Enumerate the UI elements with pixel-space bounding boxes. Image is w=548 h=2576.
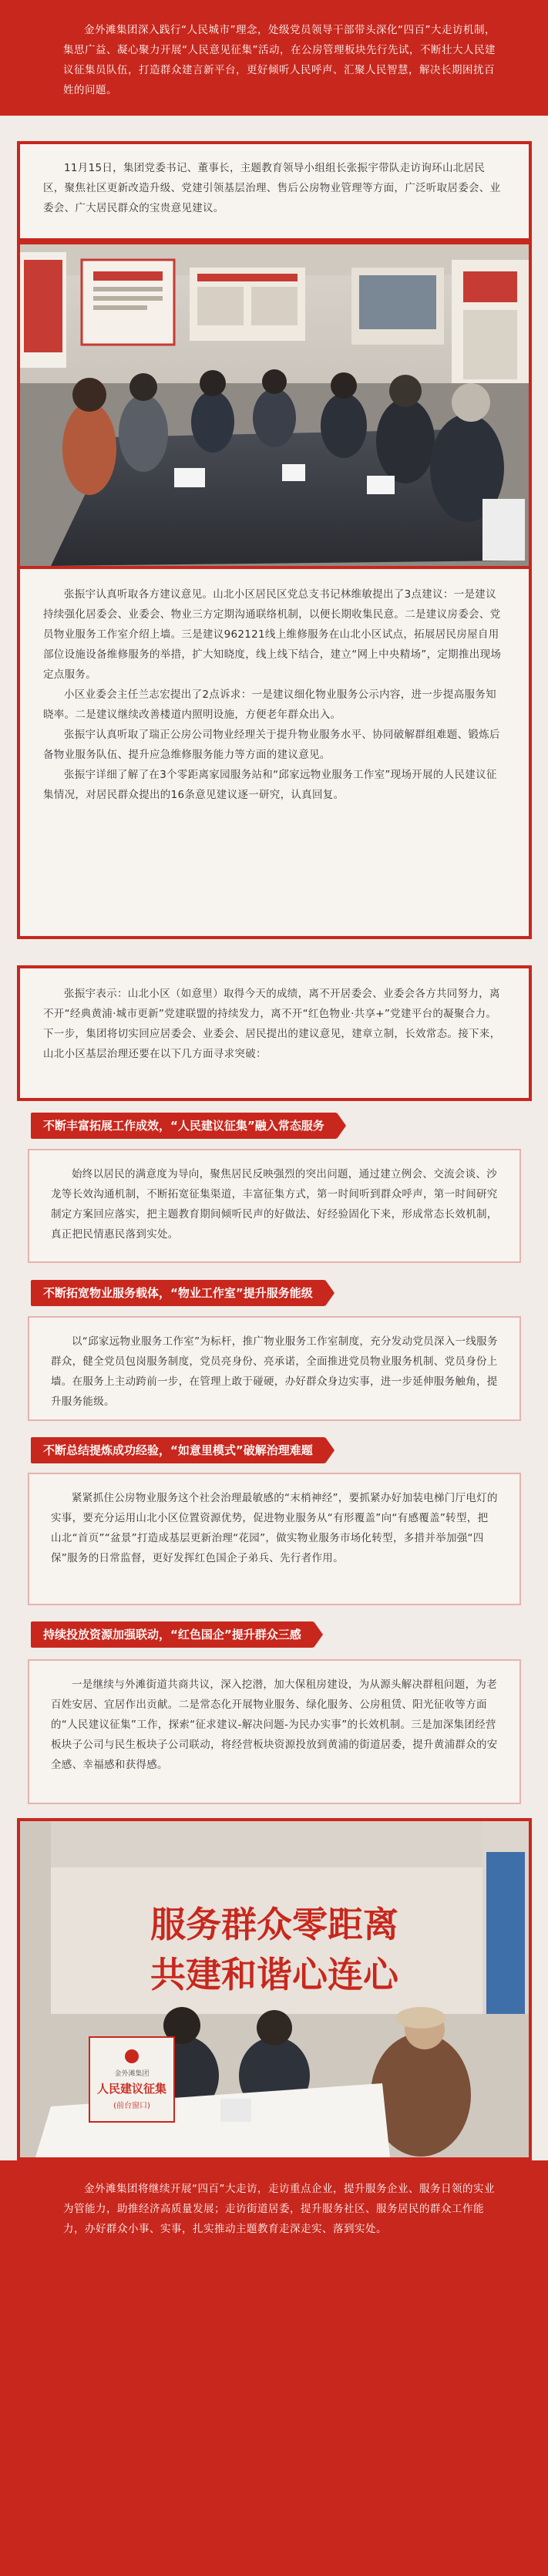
meeting-photo	[17, 241, 532, 569]
section-1-heading	[31, 1113, 337, 1139]
section-2-heading	[31, 1280, 325, 1306]
section-3-text: 紧紧抓住公房物业服务这个社会治理最敏感的“末梢神经”，要抓紧办好加装电梯门厅电灯的实事，要充分运用山北小区位置资源优势，促进物业服务从“有形覆盖”向“有感覆盖”转型，把山北“首页”“盆景”打造成基层更新治理“花园”，做实物业服务市场化转型，多措并举加强“四保”服务的日常监督，更好发挥红色国企子弟兵、先行者作用。	[51, 1492, 498, 1564]
section-3-panel	[28, 1473, 521, 1605]
wall-slogan-line-2: 共建和谐心连心	[150, 1954, 398, 1995]
section-4-text: 一是继续与外滩街道共商共议，深入挖潜，加大保租房建设，为从源头解决群租问题，为老百姓安居、宜居作出贡献。二是常态化开展物业服务、绿化服务、公房租赁、阳光征收等方面的“人民建议征集”工作，探索“征求建议-解决问题-为民办实事”的长效机制。三是加深集团经营板块子公司与民生板块子公司联动，将经营板块资源投放到黄浦的街道居委，提升黄浦群众的安全感、幸福感和获得感。	[51, 1679, 498, 1771]
wall-slogan-line-1: 服务群众零距离	[150, 1904, 398, 1945]
summary-paragraph: 张振宇表示：山北小区（如意里）取得今天的成绩，离不开居委会、业委会各方共同努力，离不开“经典黄浦·城市更新”党建联盟的持续发力，离不开“红色物业·共享+”党建平台的凝聚合力。下一步，集团将切实回应居委会、业委会、居民提出的建议意见，建章立制，长效常态。接下来，山北小区基层治理还要在以下几方面寻求突破：	[43, 988, 501, 1060]
meeting-panel	[17, 141, 532, 241]
section-2-panel	[28, 1316, 521, 1421]
intro-text: 金外滩集团深入践行“人民城市”理念，处级党员领导干部带头深化“四百”大走访机制，集思广益、凝心聚力开展“人民意见征集”活动，在公房管理板块先行先试，不断壮大人民建议征集员队伍，打造群众建言新平台，更好倾听人民呼声、汇聚人民智慧，解决长期困扰百姓的问题。	[63, 24, 496, 96]
discussion-panel	[17, 569, 532, 939]
board-org: 金外滩集团	[114, 2070, 150, 2078]
discussion-paragraph-3: 张振宇认真听取了瑞正公房公司物业经理关于提升物业服务水平、协同破解群组难题、锻炼后备物业服务队伍、提升应急维修服务能力等方面的建议意见。	[43, 729, 500, 761]
discussion-paragraph-1: 张振宇认真听取各方建议意见。山北小区居民区党总支书记林维敏提出了3点建议：一是建议持续强化居委会、业委会、物业三方定期沟通联络机制，以便长期收集民意。二是建议房委会、党员物业服务工作室介绍上墙。三是建议962121线上维修服务在山北小区试点，拓展居民房屋自用部位设施设备维修服务的举措，扩大知晓度，线上线下结合，建立“网上中央精场”，定期推出现场定点服务。	[43, 588, 502, 681]
meeting-room-image	[20, 244, 529, 566]
section-3-title: 不断总结提炼成功经验，“如意里模式”破解治理难题	[43, 1443, 313, 1457]
discussion-paragraph-2: 小区业委会主任兰志宏提出了2点诉求：一是建议细化物业服务公示内容，进一步提高服务知晓率。二是建议继续改善楼道内照明设施，方便老年群众出入。	[43, 689, 496, 721]
section-4-title: 持续投放资源加强联动，“红色国企”提升群众三感	[43, 1628, 301, 1642]
service-desk-image	[20, 1821, 529, 2157]
section-4-panel	[28, 1659, 521, 1804]
section-2-title: 不断拓宽物业服务载体，“物业工作室”提升服务能级	[43, 1286, 313, 1300]
outro-banner	[0, 2160, 548, 2576]
meeting-paragraph: 11月15日，集团党委书记、董事长，主题教育领导小组组长张振宇带队走访询环山北居民区，聚焦社区更新改造升级、党建引领基层治理、售后公房物业管理等方面，广泛听取居委会、业委会、广大居民群众的宝贵意见建议。	[43, 162, 501, 214]
intro-banner	[0, 0, 548, 116]
summary-panel	[17, 965, 532, 1101]
section-3-heading	[31, 1437, 325, 1463]
section-1-panel	[28, 1149, 521, 1263]
discussion-paragraph-4: 张振宇详细了解了在3个零距离家园服务站和“邱家远物业服务工作室”现场开展的人民建议征集情况，对居民群众提出的16条意见建议逐一研究，认真回复。	[43, 769, 497, 801]
section-2-text: 以“邱家远物业服务工作室”为标杆，推广物业服务工作室制度，充分发动党员深入一线服务群众，健全党员包岗服务制度，党员亮身份、亮承诺，全面推进党员物业服务机制、党员身份上墙。在服务上主动跨前一步，在管理上敢于碰硬，办好群众身边实事，进一步延伸服务触角，提升服务能级。	[51, 1335, 498, 1408]
section-1-title: 不断丰富拓展工作成效，“人民建议征集”融入常态服务	[43, 1119, 324, 1133]
section-4-heading	[31, 1621, 314, 1648]
service-desk-photo	[17, 1818, 532, 2160]
outro-text: 金外滩集团将继续开展“四百”大走访，走访重点企业，提升服务企业、服务日领的实业为管能力，助推经济高质量发展；走访街道居委，提升服务社区、服务居民的群众工作能力，办好群众小事、实事，扎实推动主题教育走深走实、落到实处。	[63, 2183, 495, 2235]
section-1-text: 始终以居民的满意度为导向，聚焦居民反映强烈的突出问题，通过建立例会、交流会谈、沙龙等长效沟通机制，不断拓宽征集渠道，丰富征集方式，第一时间听到群众呼声，第一时间研究制定方案回应落实，把主题教育期间倾听民声的好做法、好经验固化下来，形成常态长效机制，真正把民情惠民落到实处。	[51, 1168, 498, 1241]
board-subtitle: (前台窗口)	[113, 2102, 150, 2110]
board-title: 人民建议征集	[96, 2082, 167, 2096]
